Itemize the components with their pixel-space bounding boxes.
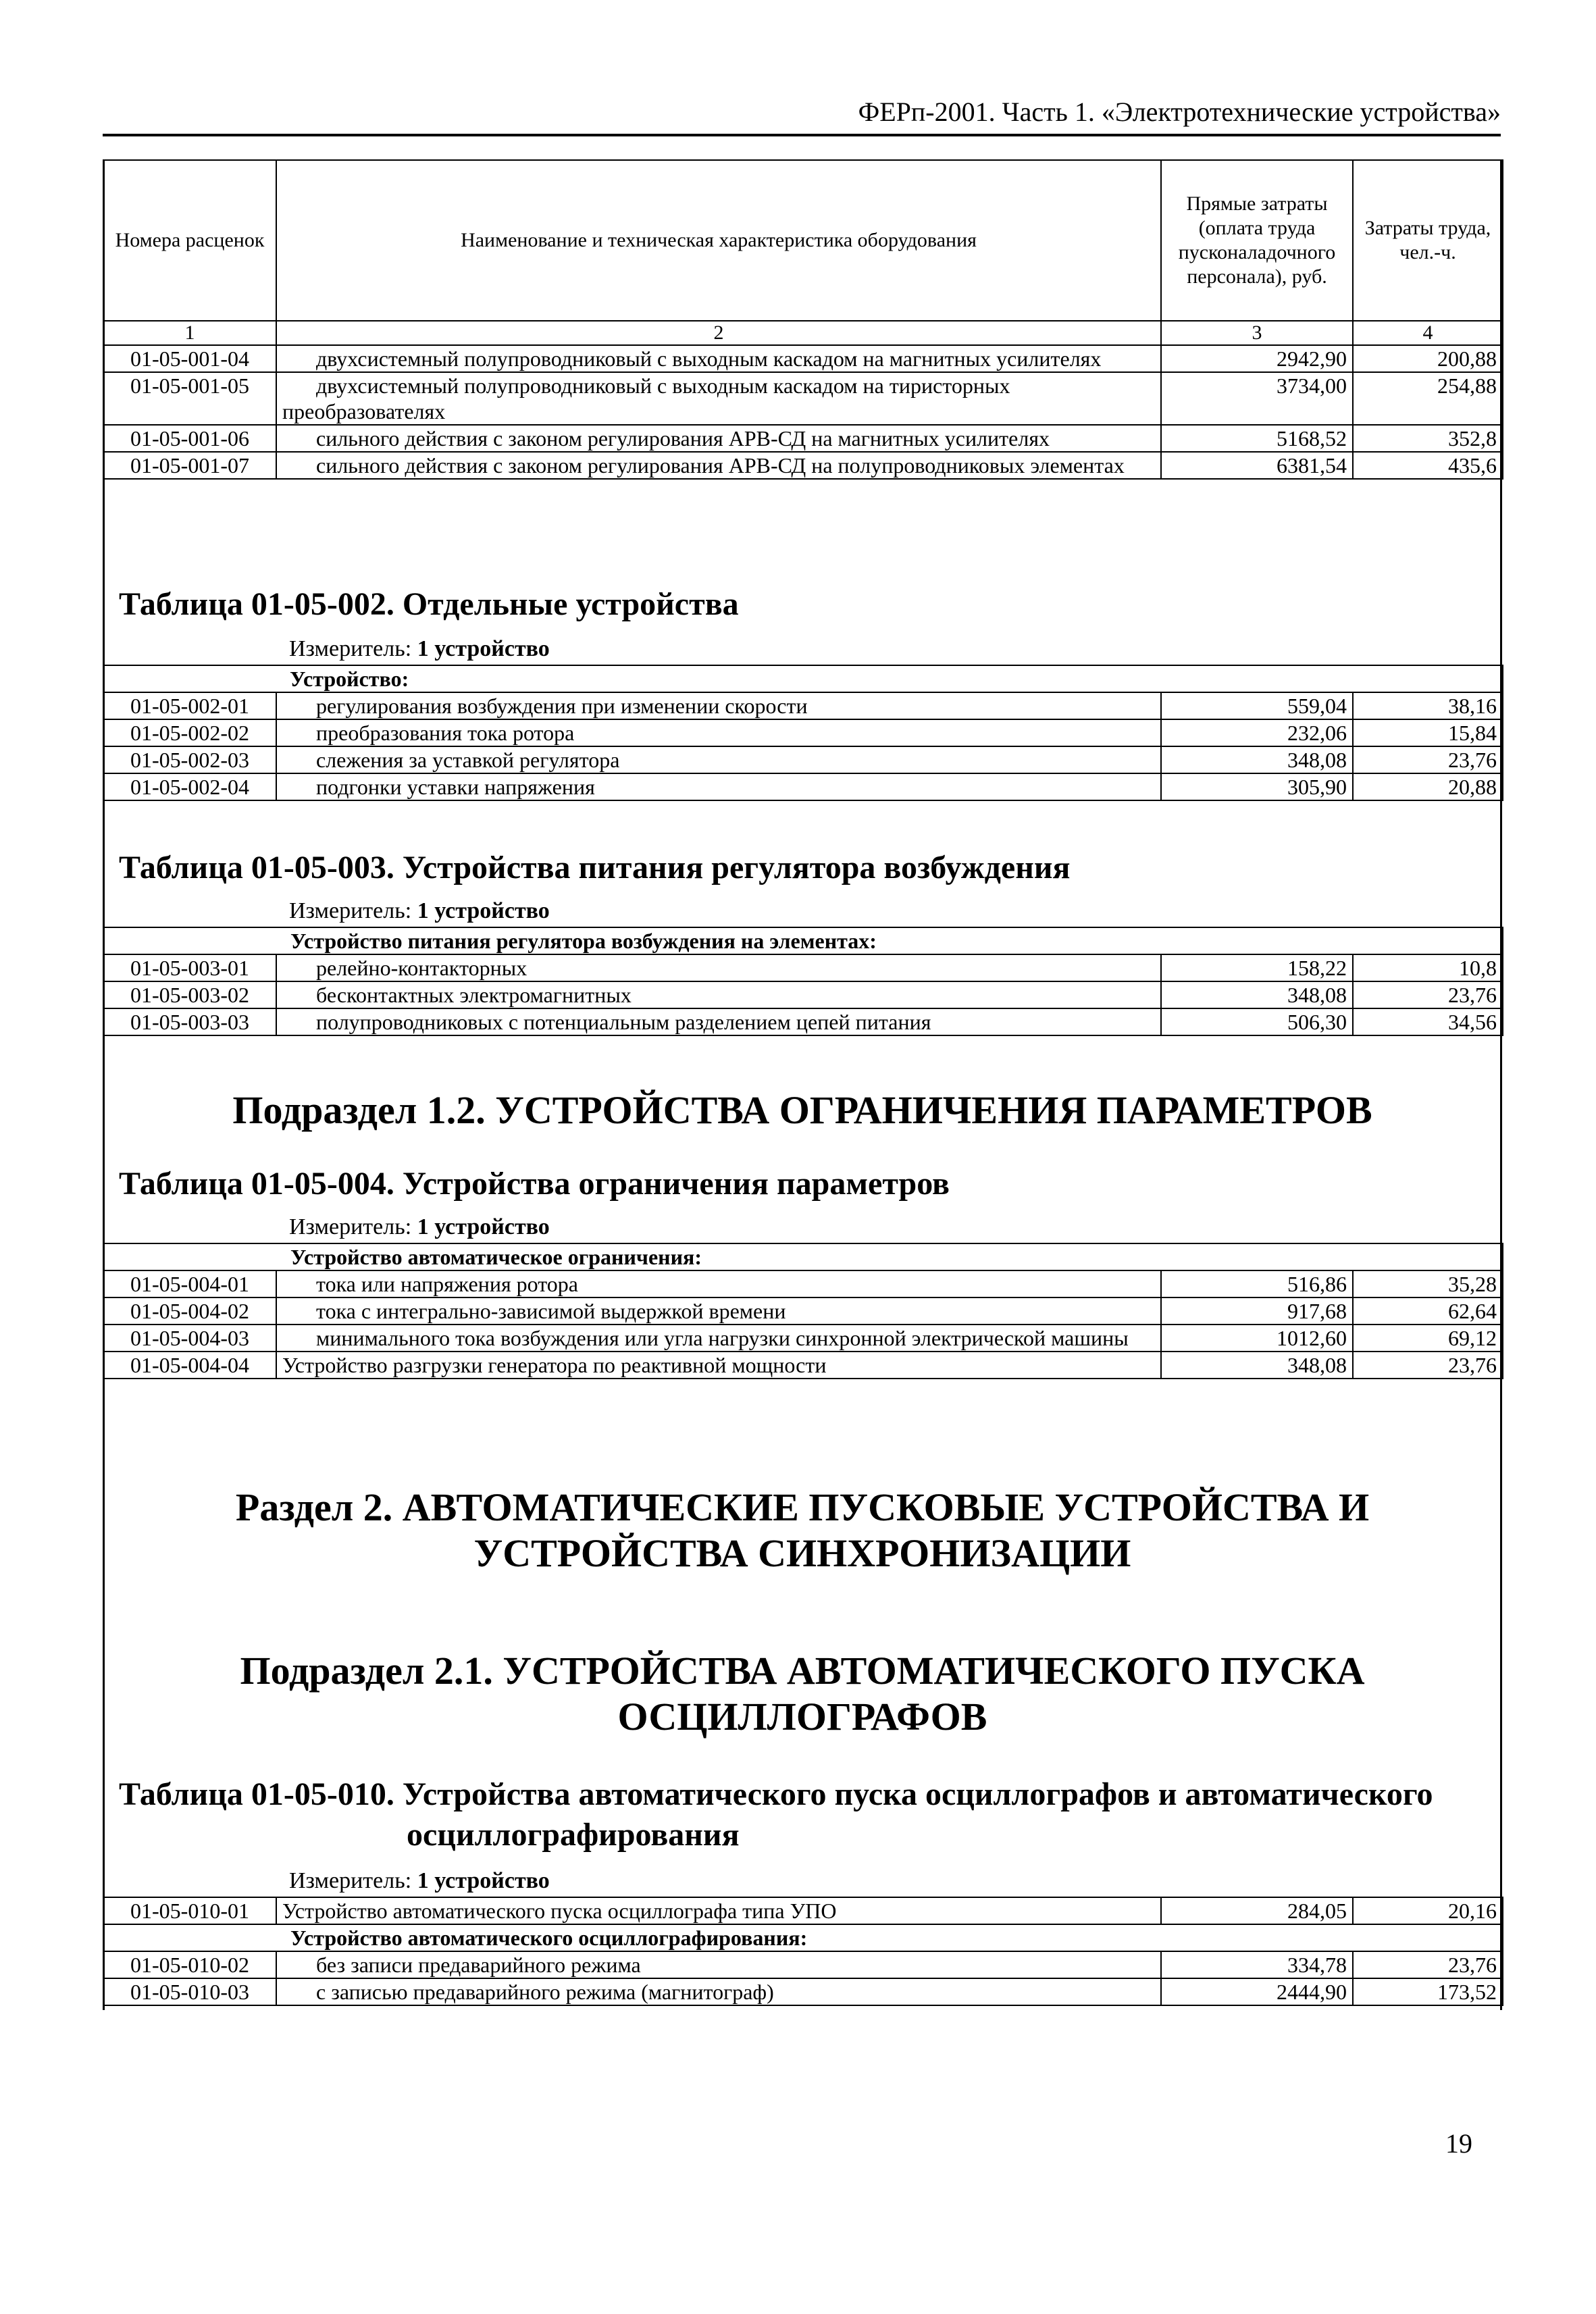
row-code: 01-05-001-04 (103, 345, 276, 372)
row-cost: 5168,52 (1161, 425, 1353, 452)
row-desc: тока или напряжения ротора (276, 1270, 1161, 1297)
table-title-rest: Отдельные устройства (394, 586, 739, 622)
row-labor: 23,76 (1353, 981, 1503, 1008)
table-row (103, 425, 1503, 452)
meter-01-05-004 (289, 1213, 550, 1241)
table-row (103, 1352, 1503, 1379)
row-cost: 158,22 (1161, 954, 1353, 981)
table-title-lead: Таблица 01-05-004. (119, 1166, 394, 1202)
row-code: 01-05-003-03 (103, 1008, 276, 1035)
row-desc: без записи предаварийного режима (276, 1951, 1161, 1978)
row-labor: 23,76 (1353, 1951, 1503, 1978)
row-labor: 62,64 (1353, 1297, 1503, 1325)
table-row (103, 1008, 1503, 1035)
row-cost: 3734,00 (1161, 372, 1353, 425)
row-desc: подгонки уставки напряжения (276, 773, 1161, 800)
meter-01-05-002 (289, 635, 550, 663)
column-number: 3 (1161, 321, 1353, 345)
table-title-01-05-002 (119, 585, 739, 624)
table-01-05-001 (103, 344, 1503, 480)
table-row (103, 719, 1503, 746)
section-title-2-line2: УСТРОЙСТВА СИНХРОНИЗАЦИИ (473, 1531, 1131, 1575)
page-number: 19 (1445, 2128, 1472, 2159)
row-labor: 35,28 (1353, 1270, 1503, 1297)
table-row (103, 746, 1503, 773)
column-header-cost: Прямые затраты (оплата труда пусконаладочного персонала), руб. (1161, 160, 1353, 321)
table-title-01-05-003 (119, 848, 1071, 888)
column-header-table (103, 159, 1503, 346)
row-cost: 506,30 (1161, 1008, 1353, 1035)
row-labor: 173,52 (1353, 1978, 1503, 2005)
meter-label: Измеритель: (289, 636, 417, 661)
table-title-01-05-010-line2: осциллографирования (407, 1817, 740, 1853)
column-number: 2 (276, 321, 1161, 345)
table-subheader: Устройство автоматического осциллографирования: (103, 1924, 1503, 1951)
table-row (103, 1270, 1503, 1297)
row-labor: 34,56 (1353, 1008, 1503, 1035)
table-row (103, 1297, 1503, 1325)
table-01-05-003 (103, 927, 1503, 1036)
row-cost: 232,06 (1161, 719, 1353, 746)
meter-label: Измеритель: (289, 1868, 417, 1893)
row-labor: 352,8 (1353, 425, 1503, 452)
table-title-lead: Таблица 01-05-010. (119, 1776, 394, 1812)
column-number: 4 (1353, 321, 1503, 345)
table-subheader: Устройство автоматическое ограничения: (103, 1243, 1503, 1270)
row-code: 01-05-002-03 (103, 746, 276, 773)
row-code: 01-05-004-02 (103, 1297, 276, 1325)
meter-value: 1 устройство (417, 1868, 550, 1893)
row-labor: 15,84 (1353, 719, 1503, 746)
row-desc: бесконтактных электромагнитных (276, 981, 1161, 1008)
subsection-title-1-2: Подраздел 1.2. УСТРОЙСТВА ОГРАНИЧЕНИЯ ПАРАМЕТРОВ (232, 1088, 1372, 1132)
row-desc: преобразования тока ротора (276, 719, 1161, 746)
table-title-01-05-010 (119, 1775, 1433, 1814)
row-code: 01-05-001-07 (103, 452, 276, 479)
row-cost: 2942,90 (1161, 345, 1353, 372)
subsection-title-2-1-line1: Подраздел 2.1. УСТРОЙСТВА АВТОМАТИЧЕСКОГО ПУСКА (240, 1649, 1365, 1693)
row-desc: сильного действия с законом регулирования АРВ-СД на полупроводниковых элементах (276, 452, 1161, 479)
row-labor: 254,88 (1353, 372, 1503, 425)
row-cost: 334,78 (1161, 1951, 1353, 1978)
row-code: 01-05-003-02 (103, 981, 276, 1008)
row-desc: минимального тока возбуждения или угла нагрузки синхронной электрической машины (276, 1325, 1161, 1352)
row-code: 01-05-001-06 (103, 425, 276, 452)
row-code: 01-05-010-01 (103, 1897, 276, 1924)
table-subheader-row (103, 1924, 1503, 1951)
row-desc: Устройство автоматического пуска осциллографа типа УПО (276, 1897, 1161, 1924)
table-subheader-row (103, 927, 1503, 954)
row-code: 01-05-003-01 (103, 954, 276, 981)
table-01-05-002 (103, 665, 1503, 801)
table-row (103, 981, 1503, 1008)
row-code: 01-05-002-01 (103, 692, 276, 719)
table-row (103, 1978, 1503, 2005)
table-subheader-row (103, 1243, 1503, 1270)
table-01-05-010 (103, 1897, 1503, 2006)
meter-label: Измеритель: (289, 898, 417, 923)
table-row (103, 372, 1503, 425)
table-title-01-05-004 (119, 1164, 950, 1204)
row-desc: релейно-контакторных (276, 954, 1161, 981)
table-row (103, 954, 1503, 981)
row-cost: 284,05 (1161, 1897, 1353, 1924)
table-subheader: Устройство: (103, 665, 1503, 692)
row-cost: 516,86 (1161, 1270, 1353, 1297)
row-cost: 559,04 (1161, 692, 1353, 719)
row-cost: 2444,90 (1161, 1978, 1353, 2005)
row-labor: 69,12 (1353, 1325, 1503, 1352)
table-title-lead: Таблица 01-05-003. (119, 850, 394, 885)
row-labor: 435,6 (1353, 452, 1503, 479)
row-desc: полупроводниковых с потенциальным разделением цепей питания (276, 1008, 1161, 1035)
row-cost: 305,90 (1161, 773, 1353, 800)
row-labor: 10,8 (1353, 954, 1503, 981)
row-desc: тока с интегрально-зависимой выдержкой времени (276, 1297, 1161, 1325)
row-cost: 348,08 (1161, 981, 1353, 1008)
column-number: 1 (103, 321, 276, 345)
row-code: 01-05-004-03 (103, 1325, 276, 1352)
table-title-lead: Таблица 01-05-002. (119, 586, 394, 622)
row-labor: 23,76 (1353, 1352, 1503, 1379)
row-code: 01-05-010-03 (103, 1978, 276, 2005)
column-header-code: Номера расценок (103, 160, 276, 321)
row-desc: двухсистемный полупроводниковый с выходным каскадом на магнитных усилителях (276, 345, 1161, 372)
row-desc: двухсистемный полупроводниковый с выходным каскадом на тиристорных преобразователях (276, 372, 1161, 425)
row-code: 01-05-002-02 (103, 719, 276, 746)
row-desc: сильного действия с законом регулирования АРВ-СД на магнитных усилителях (276, 425, 1161, 452)
column-header-labor: Затраты труда, чел.-ч. (1353, 160, 1503, 321)
row-labor: 20,16 (1353, 1897, 1503, 1924)
column-header-name: Наименование и техническая характеристика оборудования (276, 160, 1161, 321)
row-code: 01-05-010-02 (103, 1951, 276, 1978)
row-cost: 348,08 (1161, 1352, 1353, 1379)
meter-label: Измеритель: (289, 1214, 417, 1239)
row-labor: 23,76 (1353, 746, 1503, 773)
table-row (103, 1897, 1503, 1924)
row-labor: 38,16 (1353, 692, 1503, 719)
row-labor: 20,88 (1353, 773, 1503, 800)
table-row (103, 452, 1503, 479)
meter-01-05-003 (289, 897, 550, 925)
table-subheader-row (103, 665, 1503, 692)
table-title-rest: Устройства питания регулятора возбуждения (394, 850, 1071, 885)
row-cost: 917,68 (1161, 1297, 1353, 1325)
table-row (103, 1951, 1503, 1978)
meter-01-05-010 (289, 1867, 550, 1895)
row-desc: Устройство разгрузки генератора по реактивной мощности (276, 1352, 1161, 1379)
running-header: ФЕРп-2001. Часть 1. «Электротехнические устройства» (858, 97, 1501, 127)
table-title-rest: Устройства ограничения параметров (394, 1166, 950, 1202)
row-desc: с записью предаварийного режима (магнитограф) (276, 1978, 1161, 2005)
table-01-05-004 (103, 1243, 1503, 1379)
section-title-2-line1: Раздел 2. АВТОМАТИЧЕСКИЕ ПУСКОВЫЕ УСТРОЙСТВА И (235, 1485, 1370, 1529)
row-code: 01-05-001-05 (103, 372, 276, 425)
table-subheader: Устройство питания регулятора возбуждения на элементах: (103, 927, 1503, 954)
row-cost: 6381,54 (1161, 452, 1353, 479)
row-code: 01-05-002-04 (103, 773, 276, 800)
row-desc: слежения за уставкой регулятора (276, 746, 1161, 773)
row-code: 01-05-004-04 (103, 1352, 276, 1379)
table-title-rest: Устройства автоматического пуска осциллографов и автоматического (394, 1776, 1433, 1812)
meter-value: 1 устройство (417, 898, 550, 923)
header-rule (103, 134, 1501, 136)
subsection-title-2-1-line2: ОСЦИЛЛОГРАФОВ (617, 1695, 987, 1739)
row-labor: 200,88 (1353, 345, 1503, 372)
table-row (103, 345, 1503, 372)
meter-value: 1 устройство (417, 1214, 550, 1239)
table-row (103, 1325, 1503, 1352)
table-row (103, 692, 1503, 719)
row-desc: регулирования возбуждения при изменении скорости (276, 692, 1161, 719)
meter-value: 1 устройство (417, 636, 550, 661)
row-cost: 1012,60 (1161, 1325, 1353, 1352)
row-cost: 348,08 (1161, 746, 1353, 773)
row-code: 01-05-004-01 (103, 1270, 276, 1297)
table-row (103, 773, 1503, 800)
